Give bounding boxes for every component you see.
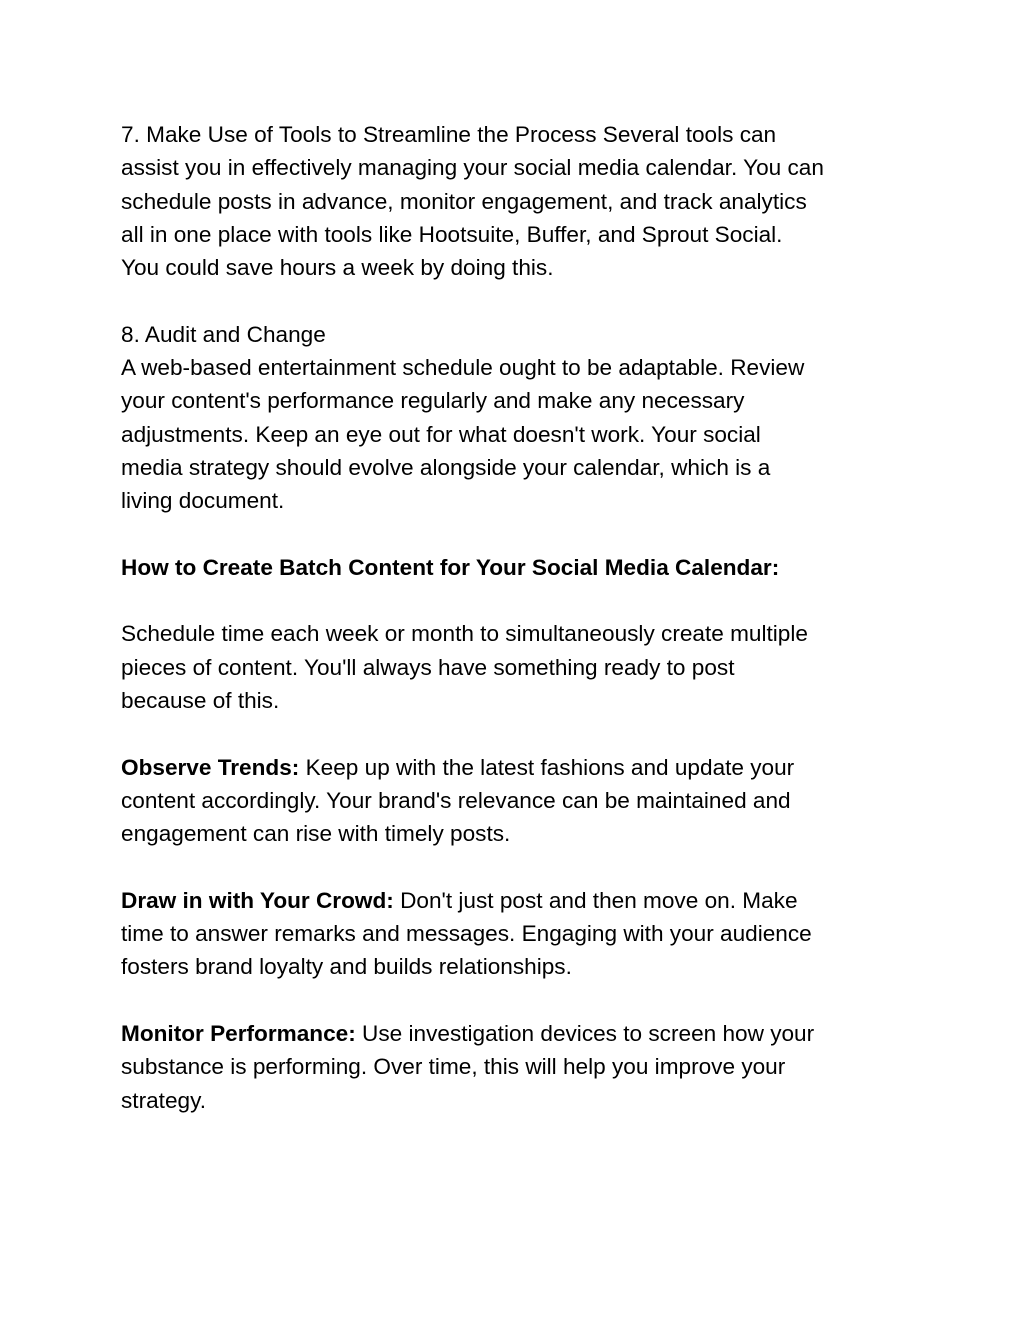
- batch-content-intro: Schedule time each week or month to simultaneously create multiple pieces of content. You'll always have something ready to post because of this.: [121, 621, 808, 714]
- paragraph-spacer: [121, 284, 911, 317]
- paragraph-spacer: [121, 851, 911, 884]
- paragraph-spacer: [121, 584, 911, 617]
- tip-label: Observe Trends:: [121, 754, 300, 780]
- tip-label: Draw in with Your Crowd:: [121, 887, 394, 913]
- section-8-title: 8. Audit and Change: [121, 321, 326, 347]
- paragraph-spacer: [121, 984, 911, 1017]
- tip-draw-in-crowd: [121, 884, 911, 984]
- tip-observe-trends: [121, 751, 911, 851]
- paragraph-spacer: [121, 717, 911, 750]
- tip-text: Keep up with the latest fashions and update your content accordingly. Your brand's relevance can be maintained and engagement can rise with timely posts.: [121, 754, 795, 847]
- section-8-paragraph: A web-based entertainment schedule ought to be adaptable. Review your content's performance regularly and make any necessary adjustments. Keep an eye out for what doesn't work. Your social media strategy should evolve alongside your calendar, which is a living document.: [121, 355, 805, 514]
- tip-monitor-performance: [121, 1017, 911, 1117]
- document-page: [121, 118, 911, 1117]
- tip-text: Don't just post and then move on. Make time to answer remarks and messages. Engaging with your audience fosters brand loyalty and builds relationships.: [121, 887, 812, 980]
- paragraph-spacer: [121, 518, 911, 551]
- section-7-paragraph: 7. Make Use of Tools to Streamline the Process Several tools can assist you in effectively managing your social media calendar. You can schedule posts in advance, monitor engagement, and track analytics all in one place with tools like Hootsuite, Buffer, and Sprout Social. You could save hours a week by doing this.: [121, 122, 824, 281]
- tip-label: Monitor Performance:: [121, 1021, 356, 1047]
- tip-text: Use investigation devices to screen how your substance is performing. Over time, this will help you improve your strategy.: [121, 1021, 815, 1113]
- batch-content-heading: How to Create Batch Content for Your Social Media Calendar:: [121, 554, 780, 580]
